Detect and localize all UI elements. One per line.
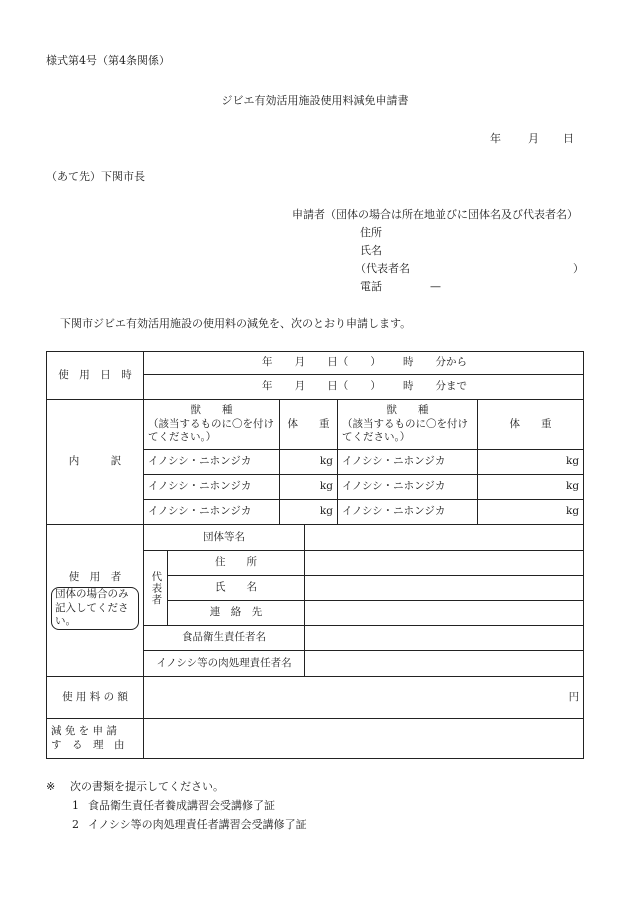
- note-item-text: イノシシ等の肉処理責任者講習会受講修了証: [88, 818, 307, 831]
- usage-date-to[interactable]: 年 月 日（ ） 時 分まで: [144, 375, 584, 400]
- user-note: 団体の場合のみ記入してください。: [51, 587, 139, 630]
- group-name-row: [47, 525, 584, 551]
- applicant-rep-label: （代表者名: [355, 262, 410, 275]
- usage-date-label: 使 用 日 時: [47, 352, 144, 400]
- food-hygiene-field[interactable]: [305, 626, 584, 651]
- rep-name-field[interactable]: [305, 576, 584, 601]
- group-name-label: 団体等名: [144, 525, 305, 551]
- applicant-rep-close: ）: [573, 262, 584, 275]
- rep-contact-label: 連 絡 先: [168, 601, 305, 626]
- date-day-label: 日: [563, 132, 574, 145]
- group-name-field[interactable]: [305, 525, 584, 551]
- applicant-heading: 申請者（団体の場合は所在地並びに団体名及び代表者名）: [292, 208, 578, 221]
- weight-field[interactable]: kg: [478, 500, 584, 525]
- weight-field[interactable]: kg: [478, 450, 584, 475]
- fee-field[interactable]: 円: [144, 677, 584, 719]
- fee-label: 使 用 料 の 額: [47, 677, 144, 719]
- species-header-left: 獣 種 （該当するものに〇を付けてください。）: [144, 400, 280, 450]
- representative-label: 代表者: [144, 551, 168, 626]
- weight-field[interactable]: kg: [478, 475, 584, 500]
- weight-header-right: 体 重: [478, 400, 584, 450]
- food-hygiene-label: 食品衛生責任者名: [144, 626, 305, 651]
- applicant-address-label: 住所: [360, 226, 382, 239]
- note-mark: ※: [46, 780, 56, 793]
- date-year-label: 年: [490, 132, 501, 145]
- form-number: 様式第4号（第4条関係）: [46, 54, 170, 67]
- species-option[interactable]: イノシシ・ニホンジカ: [338, 450, 478, 475]
- weight-field[interactable]: kg: [280, 450, 338, 475]
- user-label-cell: 使 用 者 団体の場合のみ記入してください。: [47, 525, 144, 677]
- rep-contact-field[interactable]: [305, 601, 584, 626]
- weight-field[interactable]: kg: [280, 475, 338, 500]
- species-option[interactable]: イノシシ・ニホンジカ: [338, 475, 478, 500]
- species-option[interactable]: イノシシ・ニホンジカ: [144, 500, 280, 525]
- weight-field[interactable]: kg: [280, 500, 338, 525]
- breakdown-label: 内 訳: [47, 400, 144, 525]
- meat-processing-field[interactable]: [305, 651, 584, 677]
- weight-header-left: 体 重: [280, 400, 338, 450]
- application-form-table: [46, 351, 584, 759]
- applicant-name-label: 氏名: [360, 244, 382, 257]
- applicant-phone-dash: —: [430, 280, 441, 293]
- reason-label: 減 免 を 申 請 す る 理 由: [47, 719, 144, 759]
- addressee: （あて先）下関市長: [46, 170, 145, 183]
- rep-address-field[interactable]: [305, 551, 584, 576]
- rep-address-label: 住 所: [168, 551, 305, 576]
- date-month-label: 月: [528, 132, 539, 145]
- breakdown-header-row: [47, 400, 584, 450]
- species-header-right: 獣 種 （該当するものに〇を付けてください。）: [338, 400, 478, 450]
- meat-processing-label: イノシシ等の肉処理責任者名: [144, 651, 305, 677]
- form-title: ジビエ有効活用施設使用料減免申請書: [221, 94, 409, 107]
- species-option[interactable]: イノシシ・ニホンジカ: [144, 450, 280, 475]
- intro-text: 下関市ジビエ有効活用施設の使用料の減免を、次のとおり申請します。: [60, 317, 412, 330]
- note-item-text: 食品衛生責任者養成講習会受講修了証: [88, 799, 275, 812]
- note-item-number: 1: [72, 799, 79, 812]
- fee-row: [47, 677, 584, 719]
- species-option[interactable]: イノシシ・ニホンジカ: [144, 475, 280, 500]
- reason-field[interactable]: [144, 719, 584, 759]
- usage-date-row-from: [47, 352, 584, 375]
- note-lead: 次の書類を提示してください。: [70, 780, 224, 793]
- usage-date-from[interactable]: 年 月 日（ ） 時 分から: [144, 352, 584, 375]
- reason-row: [47, 719, 584, 759]
- rep-name-label: 氏 名: [168, 576, 305, 601]
- applicant-phone-label: 電話: [360, 280, 382, 293]
- species-option[interactable]: イノシシ・ニホンジカ: [338, 500, 478, 525]
- note-item-number: 2: [72, 818, 79, 831]
